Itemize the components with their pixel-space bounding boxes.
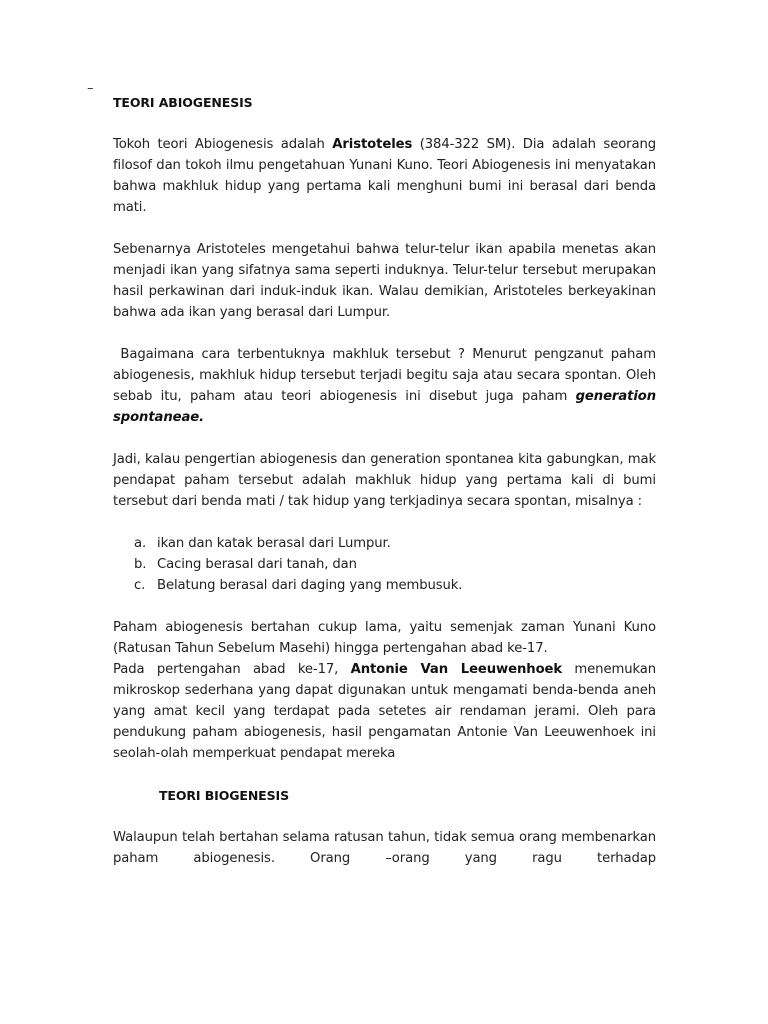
list-marker: b.	[134, 557, 147, 572]
spacer	[113, 596, 656, 617]
list-item-text: ikan dan katak berasal dari Lumpur.	[157, 536, 391, 551]
paragraph-paham-bertahan: Paham abiogenesis bertahan cukup lama, yaitu semenjak zaman Yunani Kuno (Ratusan Tahun Sebelum Masehi) hingga pertengahan abad ke-17.	[113, 620, 656, 656]
spacer	[113, 218, 656, 239]
paragraph-generation-spontaneae	[113, 344, 661, 428]
examples-list	[113, 533, 656, 596]
spacer	[113, 323, 656, 344]
bold-italic-term: generation spontaneae.	[113, 389, 661, 425]
text-span: Tokoh teori Abiogenesis adalah	[113, 137, 333, 152]
paragraph-telur-ikan: Sebenarnya Aristoteles mengetahui bahwa telur-telur ikan apabila menetas akan menjadi ikan yang sifatnya sama seperti induknya. Telur-telur tersebut merupakan hasil perkawinan dari induk-induk ikan. Walau demikian, Aristoteles berkeyakinan bahwa ada ikan yang berasal dari Lumpur.	[113, 242, 656, 320]
list-item	[134, 554, 656, 575]
spacer	[113, 764, 656, 785]
list-item-text: Cacing berasal dari tanah, dan	[157, 557, 357, 572]
heading-teori-abiogenesis: TEORI ABIOGENESIS	[113, 95, 253, 110]
spacer	[113, 512, 656, 533]
paragraph-walaupun: Walaupun telah bertahan selama ratusan tahun, tidak semua orang membenarkan paham abiogenesis. Orang –orang yang ragu terhadap	[113, 830, 656, 866]
list-item-text: Belatung berasal dari daging yang membusuk.	[157, 578, 463, 593]
spacer	[113, 113, 656, 134]
bold-name-leeuwenhoek: Antonie Van Leeuwenhoek	[350, 662, 563, 677]
list-marker: c.	[134, 578, 146, 593]
list-item	[134, 533, 656, 554]
paragraph-leeuwenhoek	[113, 659, 656, 764]
text-span: (384-322 SM). Dia adalah seorang filosof dan tokoh ilmu pengetahuan Yunani Kuno. Teori Abiogenesis ini menyatakan bahwa makhluk hidup yang pertama kali menghuni bumi ini berasal dari benda mati.	[113, 137, 657, 215]
text-span: menemukan mikroskop sederhana yang dapat digunakan untuk mengamati benda-benda aneh yang amat kecil yang terdapat pada setetes air rendaman jerami. Oleh para pendukung paham abiogenesis, hasil pengamatan Antonie Van Leeuwenhoek ini seolah-olah memperkuat pendapat mereka	[113, 662, 657, 761]
bold-name-aristoteles: Aristoteles	[332, 137, 413, 152]
spacer	[113, 806, 656, 827]
text-span: Pada pertengahan abad ke-17,	[113, 662, 351, 677]
heading-teori-biogenesis: TEORI BIOGENESIS	[159, 788, 289, 803]
list-marker: a.	[134, 536, 147, 551]
dash-mark: –	[87, 81, 94, 96]
document-content	[113, 92, 661, 869]
text-span: Bagaimana cara terbentuknya makhluk tersebut ? Menurut pengzanut paham abiogenesis, makhluk hidup tersebut terjadi begitu saja atau secara spontan. Oleh sebab itu, paham atau teori abiogenesis ini disebut juga paham	[113, 347, 661, 404]
spacer	[113, 428, 656, 449]
paragraph-jadi-kesimpulan: Jadi, kalau pengertian abiogenesis dan generation spontanea kita gabungkan, mak pendapat paham tersebut adalah makhluk hidup yang pertama kali di bumi tersebut dari benda mati / tak hidup yang terkjadinya secara spontan, misalnya :	[113, 452, 656, 509]
list-item	[134, 575, 656, 596]
paragraph-aristoteles-intro	[113, 134, 656, 218]
